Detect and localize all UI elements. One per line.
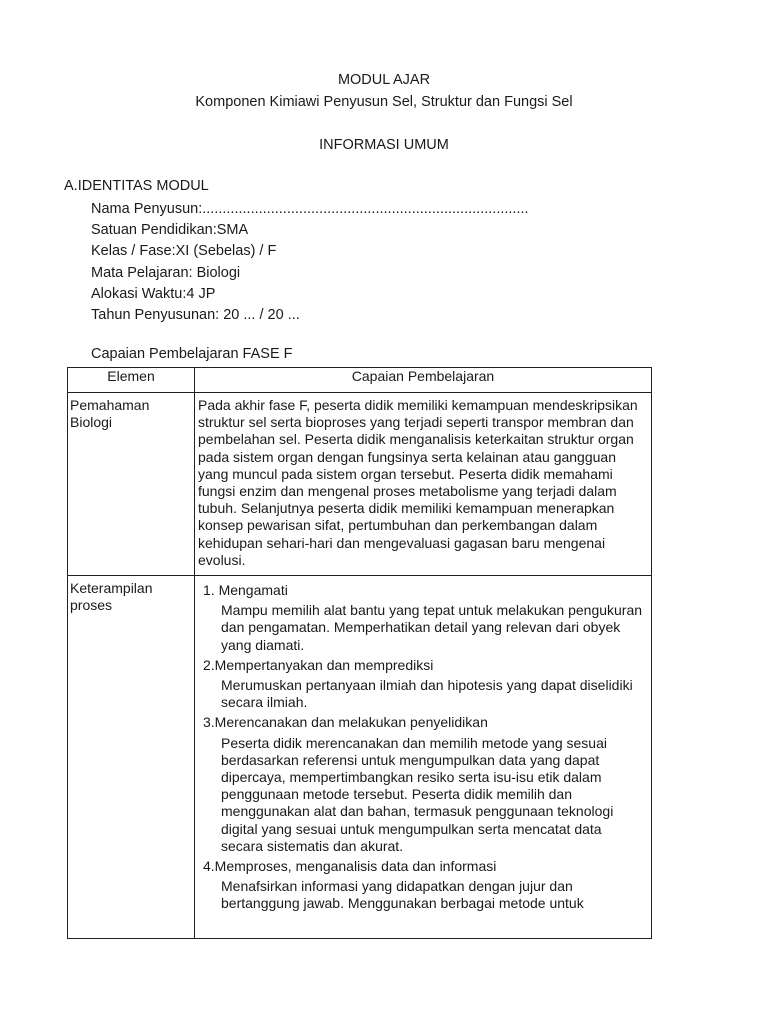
table-row (68, 393, 652, 576)
identitas-line: Tahun Penyusunan: 20 ... / 20 ... (91, 307, 300, 324)
table-row (68, 576, 652, 939)
section-heading: INFORMASI UMUM (319, 137, 449, 153)
capaian-cell (195, 576, 652, 939)
identitas-line: Mata Pelajaran: Biologi (91, 264, 241, 281)
column-header-elemen: Elemen (68, 368, 195, 393)
step-heading: 3.Merencanakan dan melakukan penyelidikan (203, 714, 488, 731)
capaian-cell: Pada akhir fase F, peserta didik memiliki kemampuan mendeskripsikan struktur sel serta bioproses yang terjadi seperti transpor membran dan pembelahan sel. Peserta didik menganalisis keterkaitan struktur organ pada sistem organ dengan fungsinya serta kelainan atau gangguan yang muncul pada sistem organ tersebut. Peserta didik memahami fungsi enzim dan mengenal proses metabolisme yang terjadi dalam tubuh. Selanjutnya peserta didik memiliki kemampuan menerapkan konsep pewarisan sifat, pertumbuhan dan perkembangan dalam kehidupan sehari-hari dan mengevaluasi gagasan baru mengenai evolusi. (195, 393, 652, 576)
elemen-cell: Pemahaman Biologi (68, 393, 195, 576)
step-body: Merumuskan pertanyaan ilmiah dan hipotesis yang dapat diselidiki secara ilmiah. (221, 677, 633, 711)
step-body: Menafsirkan informasi yang didapatkan dengan jujur dan bertanggung jawab. Menggunakan berbagai metode untuk (221, 878, 584, 912)
capaian-table (67, 367, 652, 939)
table-header-row (68, 368, 652, 393)
document-title: MODUL AJAR (337, 72, 431, 88)
elemen-cell: Keterampilan proses (68, 576, 195, 939)
step-heading: 2.Mempertanyakan dan memprediksi (203, 656, 434, 673)
step-heading: 4.Memproses, menganalisis data dan informasi (203, 858, 497, 875)
document-subtitle: Komponen Kimiawi Penyusun Sel, Struktur dan Fungsi Sel (195, 94, 573, 110)
identitas-line: Nama Penyusun:................................................................................. (91, 201, 529, 217)
identitas-line: Kelas / Fase:XI (Sebelas) / F (91, 243, 277, 260)
column-header-capaian: Capaian Pembelajaran (195, 368, 652, 393)
identitas-heading: A.IDENTITAS MODUL (64, 178, 209, 194)
identitas-line: Satuan Pendidikan:SMA (91, 222, 249, 239)
identitas-list (91, 199, 529, 326)
identitas-line: Alokasi Waktu:4 JP (91, 285, 216, 302)
step-body: Peserta didik merencanakan dan memilih metode yang sesuai berdasarkan referensi untuk mengumpulkan data yang dapat dipercaya, mempertimbangkan resiko serta isu-isu etik dalam penggunaan metode tersebut. Peserta didik memilih dan menggunakan alat dan bahan, termasuk penggunaan teknologi digital yang sesuai untuk mengumpulkan serta mencatat data secara sistematis dan akurat. (221, 734, 614, 854)
step-body: Mampu memilih alat bantu yang tepat untuk melakukan pengukuran dan pengamatan. Memperhatikan detail yang relevan dari obyek yang diamati. (221, 602, 643, 653)
capaian-title: Capaian Pembelajaran FASE F (91, 346, 293, 362)
step-heading: 1. Mengamati (203, 582, 288, 599)
